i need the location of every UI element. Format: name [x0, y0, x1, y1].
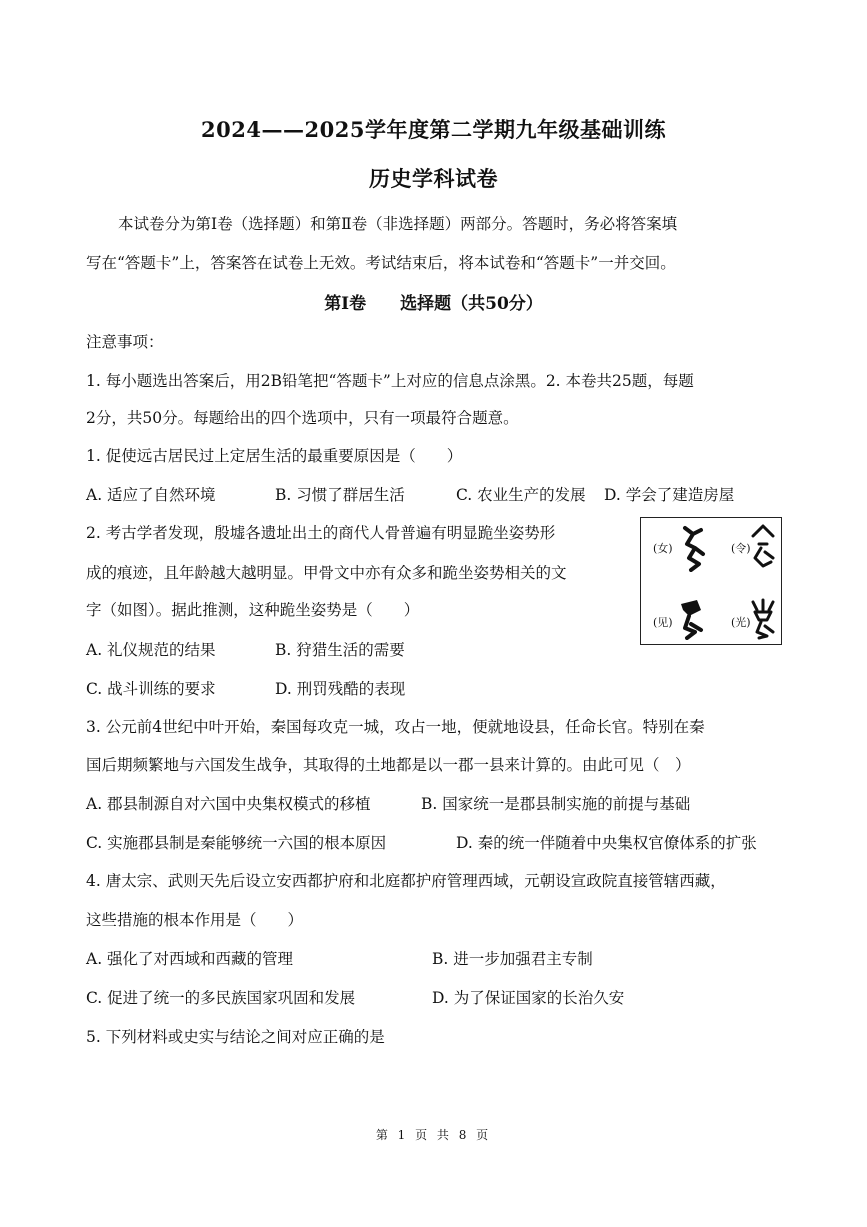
oracle-glyph-jian-icon [675, 598, 707, 640]
question-4-option-b: B. 进一步加强君主专制 [432, 950, 593, 968]
oracle-bone-figure [640, 517, 782, 645]
exam-subtitle: 历史学科试卷 [369, 166, 498, 191]
question-3-option-b: B. 国家统一是郡县制实施的前提与基础 [421, 795, 691, 813]
question-1-option-c: C. 农业生产的发展 [456, 486, 586, 504]
glyph-label-ling: (令) [731, 542, 751, 555]
oracle-glyph-ling-icon [749, 522, 777, 570]
question-2-line-2: 成的痕迹，且年龄越大越明显。甲骨文中亦有众多和跪坐姿势相关的文 [86, 564, 567, 582]
question-4-option-d: D. 为了保证国家的长治久安 [432, 989, 625, 1007]
glyph-label-jian: (见) [653, 616, 673, 629]
question-1-option-d: D. 学会了建造房屋 [604, 486, 735, 504]
section-heading: 第Ⅰ卷 选择题（共50分） [324, 294, 543, 314]
question-4-line-1: 4. 唐太宗、武则天先后设立安西都护府和北庭都护府管理西域，元朝设宣政院直接管辖西藏， [86, 872, 726, 890]
question-2-option-b: B. 狩猎生活的需要 [275, 641, 405, 659]
glyph-label-nv: (女) [653, 542, 673, 555]
question-1-stem: 1. 促使远古居民过上定居生活的最重要原因是（ ） [86, 447, 463, 465]
intro-line-2: 写在“答题卡”上，答案答在试卷上无效。考试结束后，将本试卷和“答题卡”一并交回。 [86, 254, 676, 272]
question-3-line-1: 3. 公元前4世纪中叶开始，秦国每攻克一城，攻占一地，便就地设县，任命长官。特别在秦 [86, 718, 705, 736]
notes-label: 注意事项： [86, 333, 164, 351]
question-2-line-1: 2. 考古学者发现，殷墟各遗址出土的商代人骨普遍有明显跪坐姿势形 [86, 524, 556, 542]
question-2-option-c: C. 战斗训练的要求 [86, 680, 216, 698]
glyph-label-guang: (光) [731, 616, 751, 629]
intro-line-1: 本试卷分为第Ⅰ卷（选择题）和第Ⅱ卷（非选择题）两部分。答题时，务必将答案填 [118, 215, 678, 233]
question-5-stem: 5. 下列材料或史实与结论之间对应正确的是 [86, 1028, 385, 1046]
question-2-option-d: D. 刑罚残酷的表现 [275, 680, 406, 698]
question-4-option-a: A. 强化了对西域和西藏的管理 [86, 950, 294, 968]
question-3-option-d: D. 秦的统一伴随着中央集权官僚体系的扩张 [456, 834, 757, 852]
notes-line-2: 2分，共50分。每题给出的四个选项中，只有一项最符合题意。 [86, 409, 519, 427]
question-2-line-3: 字（如图）。据此推测，这种跪坐姿势是（ ） [86, 601, 420, 619]
notes-line-1: 1. 每小题选出答案后，用2B铅笔把“答题卡”上对应的信息点涂黑。2. 本卷共25题，每题 [86, 372, 694, 390]
oracle-glyph-nv-icon [679, 524, 709, 572]
oracle-glyph-guang-icon [749, 598, 777, 640]
question-3-line-2: 国后期频繁地与六国发生战争，其取得的土地都是以一郡一县来计算的。由此可见（ ） [86, 756, 691, 774]
question-1-option-a: A. 适应了自然环境 [86, 486, 216, 504]
question-3-option-a: A. 郡县制源自对六国中央集权模式的移植 [86, 795, 371, 813]
question-3-option-c: C. 实施郡县制是秦能够统一六国的根本原因 [86, 834, 387, 852]
exam-title: 2024——2025学年度第二学期九年级基础训练 [201, 117, 666, 142]
question-4-line-2: 这些措施的根本作用是（ ） [86, 911, 304, 929]
question-2-option-a: A. 礼仪规范的结果 [86, 641, 216, 659]
page-number: 第 1 页 共 8 页 [375, 1128, 492, 1142]
question-4-option-c: C. 促进了统一的多民族国家巩固和发展 [86, 989, 356, 1007]
question-1-option-b: B. 习惯了群居生活 [275, 486, 405, 504]
